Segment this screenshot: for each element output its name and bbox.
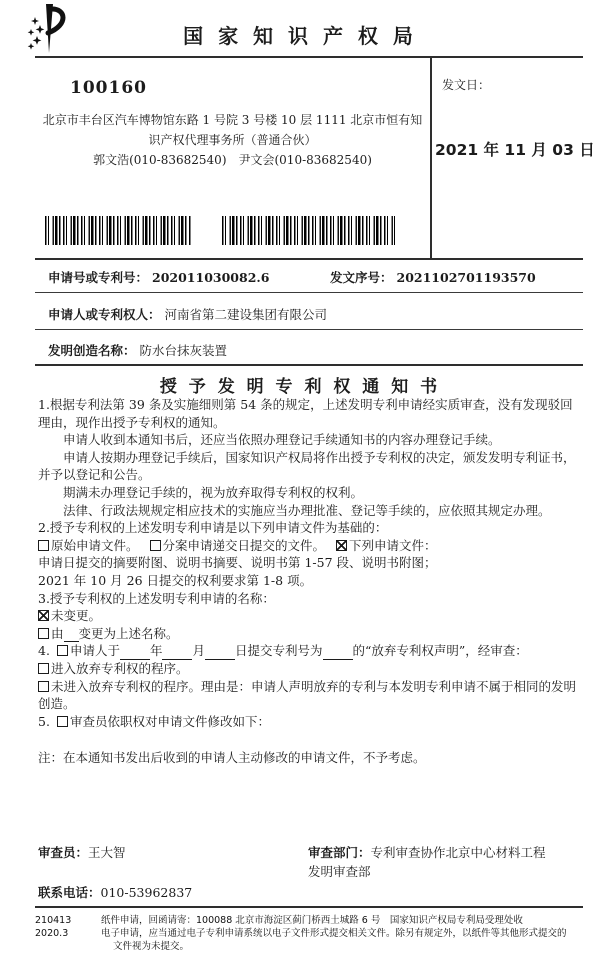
footer-spacer (35, 940, 91, 953)
footer-form-code: 210413 (35, 915, 72, 926)
checkbox-following-files (336, 540, 347, 551)
footer-e-line-2: 文件视为未提交。 (113, 941, 190, 952)
addressee-postcode: 100160 (70, 78, 147, 98)
option-name-changed-pre: 由 (51, 625, 64, 641)
phone-value: 010-53962837 (100, 885, 193, 900)
paragraph-4: 期满未办理登记手续的，视为放弃取得专利权的权利。 (63, 484, 364, 500)
item-2-options (38, 537, 585, 555)
checkbox-waiver-statement (57, 645, 68, 656)
item-5-line (38, 713, 585, 731)
checkbox-not-enter-waiver (38, 681, 49, 692)
department-label: 审查部门： (308, 845, 371, 860)
serial-number-value: 2021102701193570 (396, 270, 536, 285)
barcode-left (45, 216, 191, 245)
checkbox-divisional-files (150, 540, 161, 551)
blank-year (120, 646, 150, 660)
item-4-option-not-enter (38, 678, 585, 713)
item-4-option-enter (38, 660, 585, 678)
address-contacts: 郭文浩(010-83682540) 尹文会(010-83682540) (93, 153, 372, 167)
option-name-changed-post: 变更为上述名称。 (78, 625, 179, 641)
checkbox-ex-officio (57, 716, 68, 727)
barcode-right (222, 216, 395, 245)
serial-number-label: 发文序号： (330, 270, 393, 285)
checkbox-original-files (38, 540, 49, 551)
notice-body (38, 396, 585, 730)
invention-title-label: 发明创造名称： (48, 343, 136, 358)
examiner-name: 王大智 (88, 845, 126, 860)
files-line-1: 申请日提交的摘要附图、说明书摘要、说明书第 1-57 段、说明书附图； (38, 555, 437, 571)
paragraph-5: 法律、行政法规规定相应技术的实施应当办理批准、登记等手续的，应依照其规定办理。 (63, 502, 551, 518)
addressee-address (35, 110, 430, 170)
field-row-application-number (35, 256, 583, 293)
addressee-dispatch-box (35, 56, 595, 260)
applicant-value: 河南省第二建设集团有限公司 (164, 307, 328, 322)
field-row-invention-title (35, 330, 583, 366)
item-4-number: 4. (38, 643, 50, 659)
serial-field (330, 268, 536, 286)
option-divisional-files: 分案申请递交日提交的文件。 (162, 537, 326, 553)
option-not-enter-waiver: 未进入放弃专利权的程序。理由是：申请人声明放弃的专利与本发明专利申请不属于相同的发明创造。 (38, 678, 577, 712)
item-3-option-changed (38, 625, 585, 643)
footer-form-version: 2020.3 (35, 928, 69, 939)
item-5-number: 5. (38, 713, 50, 729)
blank-patent-no (323, 646, 353, 660)
checkbox-name-changed (38, 628, 49, 639)
item-3-option-unchanged (38, 607, 585, 625)
blank-month (162, 646, 192, 660)
item-3-heading: 3.授予专利权的上述发明专利申请的名称： (38, 590, 275, 606)
item-4-text-5: 的“放弃专利权声明”，经审查： (352, 643, 528, 659)
paragraph-1: 1.根据专利法第 39 条及实施细则第 54 条的规定，上述发明专利申请经实质审查，没有发现驳回理由，现作出授予专利权的通知。 (38, 397, 573, 430)
address-line-2: 识产权代理事务所（普通合伙） (148, 133, 317, 147)
paragraph-3: 申请人按期办理登记手续后，国家知识产权局将作出授予专利权的决定，颁发发明专利证书，并予以登记和公告。 (38, 449, 576, 483)
department-value: 专利审查协作北京中心材料工程 (370, 845, 546, 860)
blank-day (205, 646, 235, 660)
invention-title-value: 防水台抹灰装置 (139, 343, 228, 358)
footer-e-line-1: 电子申请，应当通过电子专利申请系统以电子文件形式提交相关文件。除另有规定外，以纸件等其他形式提交的 (101, 928, 567, 939)
option-following-files: 下列申请文件： (349, 537, 437, 553)
item-5-text: 审查员依职权对申请文件修改如下： (69, 713, 270, 729)
blank-old-name (64, 628, 79, 642)
item-4-text-3: 月 (192, 643, 205, 659)
option-original-files: 原始申请文件。 (51, 537, 139, 553)
dispatch-date-value: 2021 年 11 月 03 日 (435, 141, 595, 159)
item-4-text-2: 年 (149, 643, 163, 659)
item-4-text-4: 日提交专利号为 (234, 643, 323, 659)
org-title: 国 家 知 识 产 权 局 (183, 24, 417, 48)
files-line-2: 2021 年 10 月 26 日提交的权利要求第 1-8 项。 (38, 572, 313, 588)
footer-paper-line: 纸件申请，回函请寄：100088 北京市海淀区蓟门桥西土城路 6 号 国家知识产权局专利局受理处收 (101, 915, 523, 926)
item-2-heading: 2.授予专利权的上述发明专利申请是以下列申请文件为基础的： (38, 520, 388, 536)
phone-label: 联系电话： (38, 885, 101, 900)
application-number-value: 202011030082.6 (152, 270, 270, 285)
field-row-applicant (35, 293, 583, 330)
applicant-label: 申请人或专利权人： (48, 307, 161, 322)
paragraph-2: 申请人收到本通知书后，还应当依照办理登记手续通知书的内容办理登记手续。 (63, 432, 501, 448)
note-line: 注：在本通知书发出后收到的申请人主动修改的申请文件，不予考虑。 (38, 750, 426, 765)
item-4-line (38, 642, 585, 660)
department-value-2: 发明审查部 (308, 864, 371, 879)
option-name-unchanged: 未变更。 (51, 608, 102, 624)
footer (35, 906, 583, 953)
checkbox-enter-waiver (38, 663, 49, 674)
checkbox-name-unchanged (38, 610, 49, 621)
item-4-text-1: 申请人于 (69, 643, 120, 659)
document-title: 授 予 发 明 专 利 权 通 知 书 (159, 377, 441, 397)
department-line (308, 843, 598, 881)
examiner-label: 审查员： (38, 845, 89, 860)
divider-vertical (430, 58, 432, 258)
signature-block (38, 843, 585, 900)
application-number-label: 申请号或专利号： (48, 270, 149, 285)
address-line-1: 北京市丰台区汽车博物馆东路 1 号院 3 号楼 10 层 1111 北京市恒有知 (42, 113, 423, 127)
option-enter-waiver: 进入放弃专利权的程序。 (51, 660, 189, 676)
phone-line (38, 883, 192, 902)
dispatch-date-label: 发文日： (442, 78, 491, 92)
